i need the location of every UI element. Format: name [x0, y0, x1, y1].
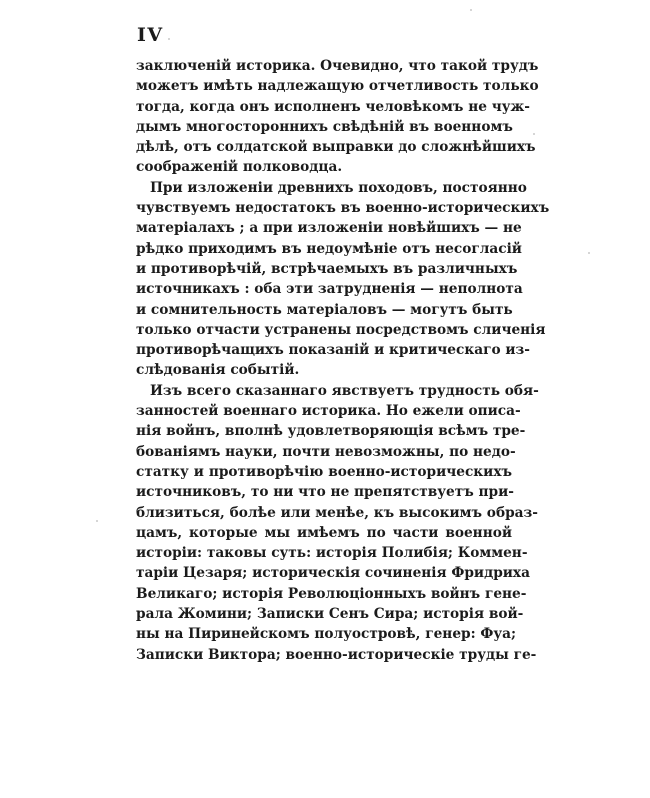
text-line: бованіямъ науки, почти невозможны, по недо-: [136, 443, 516, 460]
text-line: рѣдко приходимъ въ недоумѣніе отъ несогласій: [136, 240, 522, 257]
text-line: нія войнъ, вполнѣ удовлетворяющія всѣмъ тре-: [136, 423, 526, 440]
text-line: и сомнительность матеріаловъ — могутъ быть: [136, 301, 513, 318]
scan-speck: [533, 133, 535, 135]
text-line: источникахъ : оба эти затрудненія — неполнота: [136, 281, 523, 298]
text-line: Великаго; исторія Революціонныхъ войнъ гене-: [136, 585, 527, 602]
text-line: чувствуемъ недостатокъ въ военно-историческихъ: [136, 200, 550, 217]
page-number: IV: [137, 24, 164, 46]
text-line: матеріалахъ ; а при изложеніи новѣйшихъ — не: [136, 220, 522, 237]
text-line: цамъ, которые мы имѣемъ по части военной: [136, 524, 512, 541]
text-line: ны на Пиринейскомъ полуостровѣ, генер: Фуа;: [136, 626, 517, 643]
scan-speck: [96, 520, 98, 522]
scan-speck: [168, 38, 170, 40]
text-line: слѣдованія событій.: [136, 362, 300, 379]
text-line: источниковъ, то ни что не препятствуетъ при-: [136, 484, 514, 501]
text-line: близиться, болѣе или менѣе, къ высокимъ образ-: [136, 504, 538, 521]
text-line: противорѣчащихъ показаній и критическаго из-: [136, 342, 530, 359]
text-line: При изложеніи древнихъ походовъ, постоянно: [150, 179, 527, 196]
text-line: соображеній полководца.: [136, 159, 343, 176]
paragraph: [136, 381, 539, 665]
text-line: занностей военнаго историка. Но ежели описа-: [136, 403, 521, 420]
text-line: тогда, когда онъ исполненъ человѣкомъ не чуж-: [136, 98, 530, 115]
text-line: статку и противорѣчію военно-историческихъ: [136, 463, 512, 480]
text-line: Записки Виктора; военно-историческіе труды ге-: [136, 646, 537, 663]
text-line: заключеній историка. Очевидно, что такой трудъ: [136, 58, 539, 74]
paragraph: [136, 178, 550, 381]
text-line: дѣлѣ, отъ солдатской выправки до сложнѣйшихъ: [136, 139, 536, 156]
text-line: только отчасти устранены посредствомъ сличенія: [136, 321, 546, 338]
text-line: Изъ всего сказаннаго явствуетъ трудность обя-: [150, 382, 539, 399]
text-line: дымъ многостороннихъ свѣдѣній въ военномъ: [136, 118, 513, 135]
text-line: можетъ имѣть надлежащую отчетливость только: [136, 78, 539, 95]
text-line: исторіи: таковы суть: исторія Полибія; Коммен-: [136, 545, 528, 562]
body-text: [136, 56, 550, 665]
text-line: рала Жомини; Записки Сенъ Сира; исторія вой-: [136, 606, 524, 623]
paragraph: [136, 56, 539, 178]
text-line: и противорѣчій, встрѣчаемыхъ въ различныхъ: [136, 260, 518, 277]
scan-speck: [588, 252, 590, 254]
scan-speck: [470, 9, 472, 11]
text-line: таріи Цезаря; историческія сочиненія Фридриха: [136, 565, 530, 582]
